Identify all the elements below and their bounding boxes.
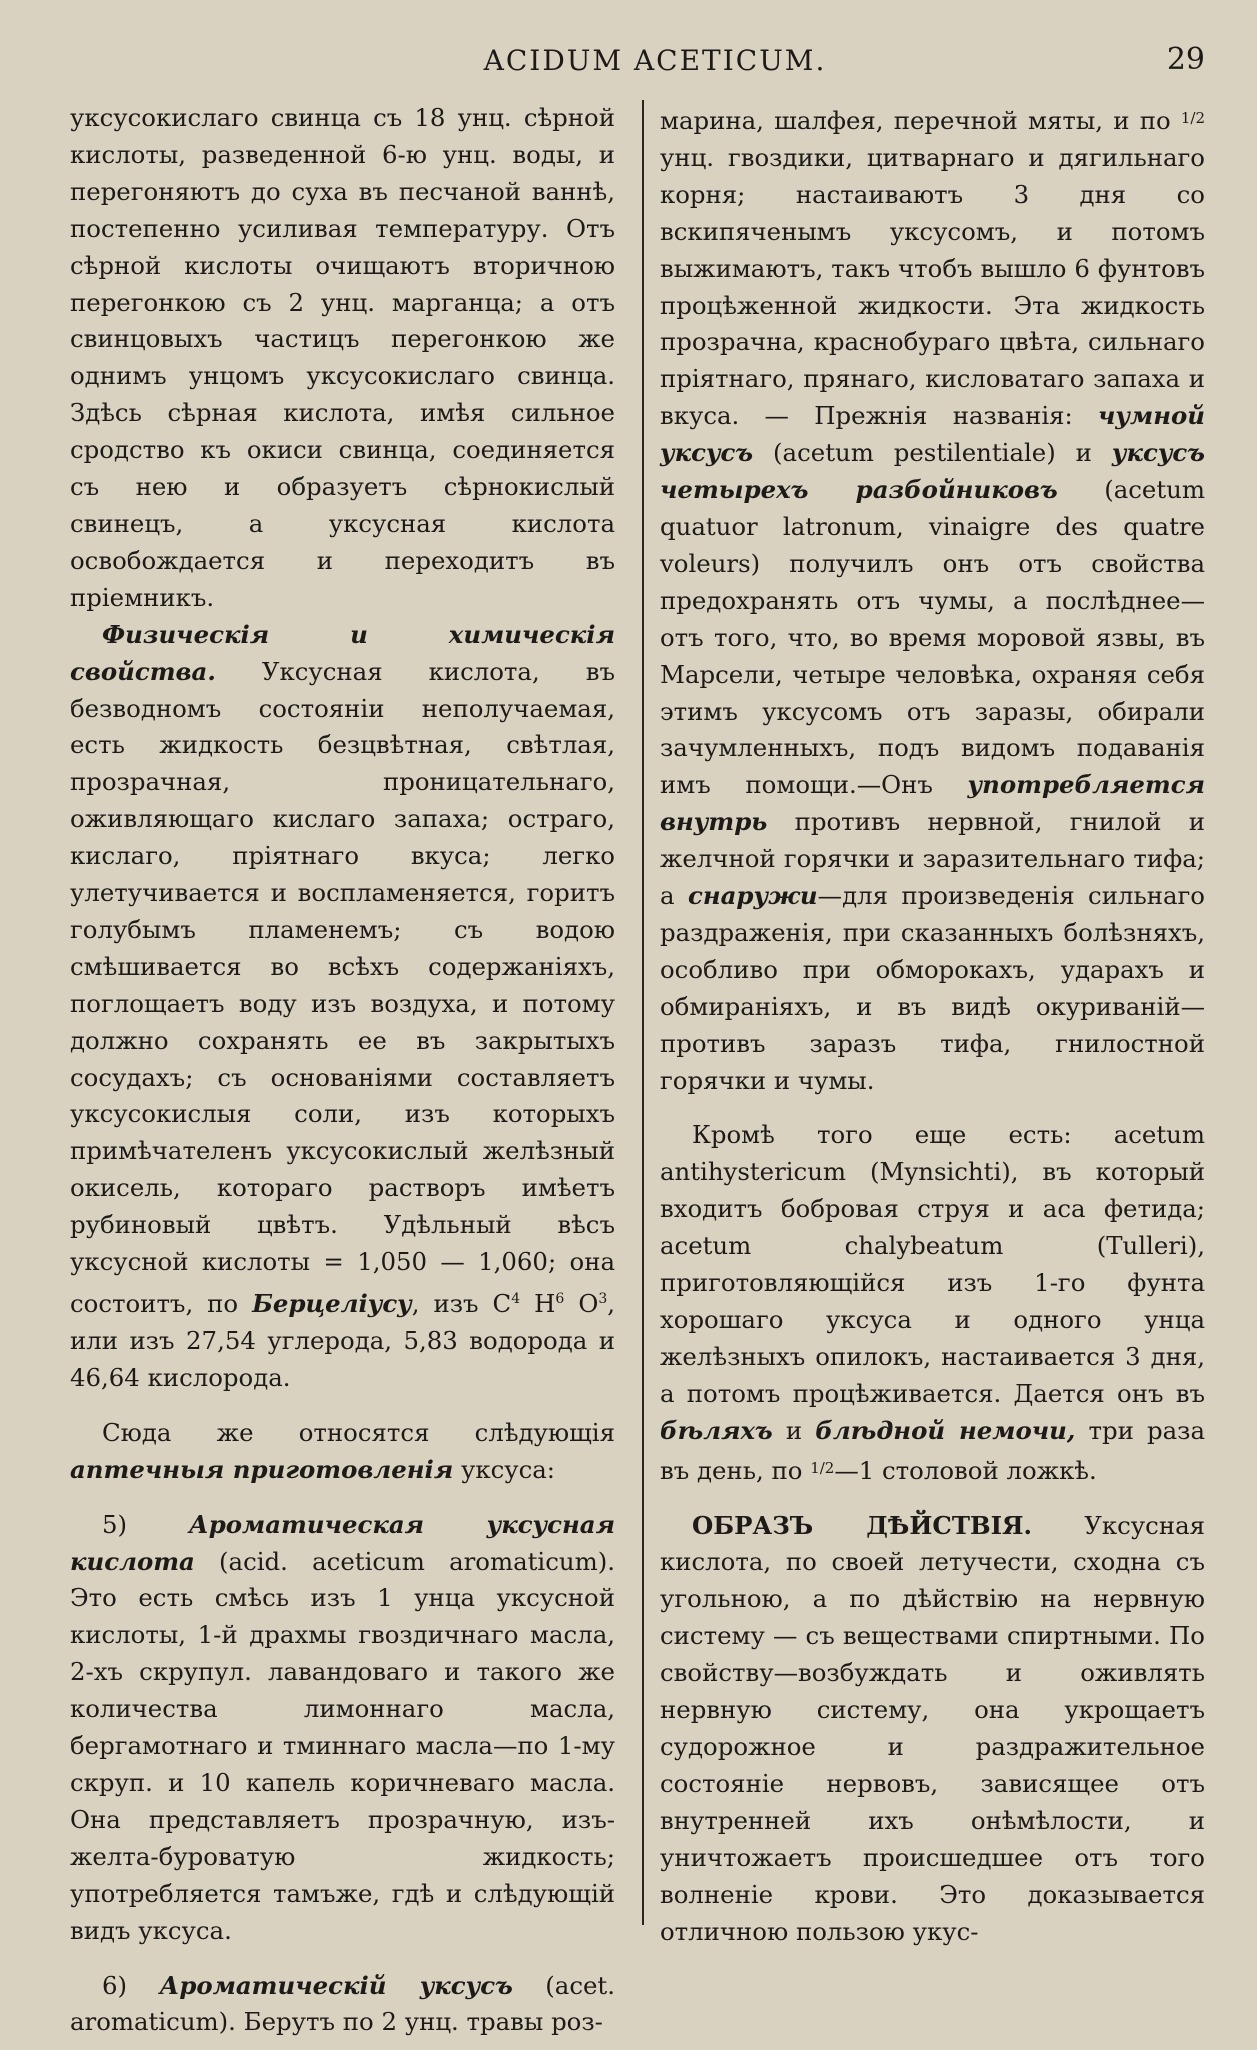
right-column [660, 100, 1205, 1980]
paragraph: ОБРАЗЪ ДѢЙСТВІЯ. Уксусная кислота, по своей летучести, сходна съ угольною, а по дѣйствію на нервную систему — съ веществами спиртными. По свойству—возбуждать и оживлять нервную систему, она укрощаетъ судорожное и раздражительное состояніе нервовъ, зависящее отъ внутренней ихъ онѣмѣлости, и уничтожаетъ происшедшее отъ того волненіе крови. Это доказывается отличною пользою укус- [660, 1510, 1206, 1946]
paragraph: марина, шалфея, перечной мяты, и по $^{1/2}$ унц. гвоздики, цитварнаго и дягильнаго корня; настаиваютъ 3 дня со вскипяченымъ уксусомъ, и потомъ выжимаютъ, такъ чтобъ вышло 6 фунтовъ процѣженной жидкости. Эта жидкость прозрачна, краснобураго цвѣта, сильнаго пріятнаго, прянаго, кисловатаго запаха и вкуса. — Прежнія названія: чумной уксусъ (acetum pestilentiale) и уксусъ четырехъ разбойниковъ (acetum quatuor latronum, vinaigre des quatre voleurs) получилъ онъ отъ свойства предохранять отъ чумы, а послѣднее—отъ того, что, во время моровой язвы, въ Марсели, четыре человѣка, охраняя себя этимъ уксусомъ отъ заразы, обирали зачумленныхъ, подъ видомъ подаванія имъ помощи.—Онъ употребляется внутрь противъ нервной, гнилой и желчной горячки и заразительнаго тифа; а снаружи—для произведенія сильнаго раздраженія, при сказанныхъ болѣзняхъ, особливо при обморокахъ, ударахъ и обмираніяхъ, и въ видѣ окуриваній—противъ заразъ тифа, гнилостной горячки и чумы. [660, 106, 1206, 1095]
paragraph: Кромѣ того еще есть: acetum antihystericum (Mynsichti), въ который входитъ бобровая струя и аса фетида; acetum chalybeatum (Tulleri), приготовляющійся изъ 1-го фунта хорошаго уксуса и одного унца желѣзныхъ опилокъ, настаивается 3 дня, а потомъ процѣживается. Дается онъ въ бѣляхъ и блѣдной немочи, три раза въ день, по $^{1/2}$—1 столовой ложкѣ. [660, 1120, 1205, 1485]
paragraph: Сюда же относятся слѣдующія аптечныя приготовленія уксуса: [70, 1417, 615, 1484]
section-heading: Физическія и химическія свойства. [70, 619, 615, 686]
fraction: 1/2 [810, 1458, 835, 1477]
column-divider [642, 100, 644, 1925]
paragraph: уксусокислаго свинца съ 18 унц. сѣрной кислоты, разведенной 6-ю унц. воды, и перегоняютъ до суха въ песчаной ваннѣ, постепенно усиливая температуру. Отъ сѣрной кислоты очищаютъ вторичною перегонкою съ 2 унц. марганца; а отъ свинцовыхъ частицъ перегонкою же однимъ унцомъ уксусокислаго свинца. Здѣсь сѣрная кислота, имѣя сильное сродство къ окиси свинца, соединяется съ нею и образуетъ сѣрнокислый свинецъ, а уксусная кислота освобождается и переходитъ въ пріемникъ. [70, 103, 615, 612]
running-title: ACIDUM ACETICUM. [483, 44, 827, 77]
paragraph: Физическія и химическія свойства. Уксусная кислота, въ безводномъ состояніи неполучаемая, есть жидкость безцвѣтная, свѣтлая, прозрачная, проницательнаго, оживляющаго кислаго запаха; остраго, кислаго, пріятнаго вкуса; легко улетучивается и воспламеняется, горитъ голубымъ пламенемъ; съ водою смѣшивается во всѣхъ содержаніяхъ, поглощаетъ воду изъ воздуха, и потому должно сохранять ее въ закрытыхъ сосудахъ; съ основаніями составляетъ уксусокислыя соли, изъ которыхъ примѣчателенъ уксусокислый желѣзный окисель, котораго растворъ имѣетъ рубиновый цвѣтъ. Удѣльный вѣсъ уксусной кислоты = 1,050 — 1,060; она состоитъ, по Берцеліусу, изъ $C^4$ $H^6$ $O^3$, или изъ 27,54 углерода, 5,83 водорода и 46,64 кислорода. [70, 619, 615, 1392]
fraction: 1/2 [1180, 109, 1205, 127]
section-heading: ОБРАЗЪ ДѢЙСТВІЯ. [692, 1510, 1033, 1540]
chemical-formula: $C^4$ $H^6$ $O^3$ [492, 1289, 608, 1319]
paragraph: 6) Ароматическій уксусъ (acet. aromaticum). Берутъ по 2 унц. травы роз- [70, 1970, 615, 2037]
item-title: Ароматическая уксусная кислота [70, 1509, 615, 1576]
paragraph: 5) Ароматическая уксусная кислота (acid. aceticum aromaticum). Это есть смѣсь изъ 1 унца уксусной кислоты, 1-й драхмы гвоздичнаго масла, 2-хъ скрупул. лавандоваго и такого же количества лимоннаго масла, бергамотнаго и тминнаго масла—по 1-му скруп. и 10 капель коричневаго масла. Она представляетъ прозрачную, изъ-желта-буроватую жидкость; употребляется тамъже, гдѣ и слѣдующій видъ уксуса. [70, 1509, 615, 1945]
item-title: Ароматическій уксусъ [159, 1970, 513, 2000]
left-column [70, 100, 615, 2037]
author-name: Берцеліусу [252, 1289, 412, 1319]
page-header [95, 40, 1215, 82]
page-number: 29 [1166, 42, 1205, 77]
